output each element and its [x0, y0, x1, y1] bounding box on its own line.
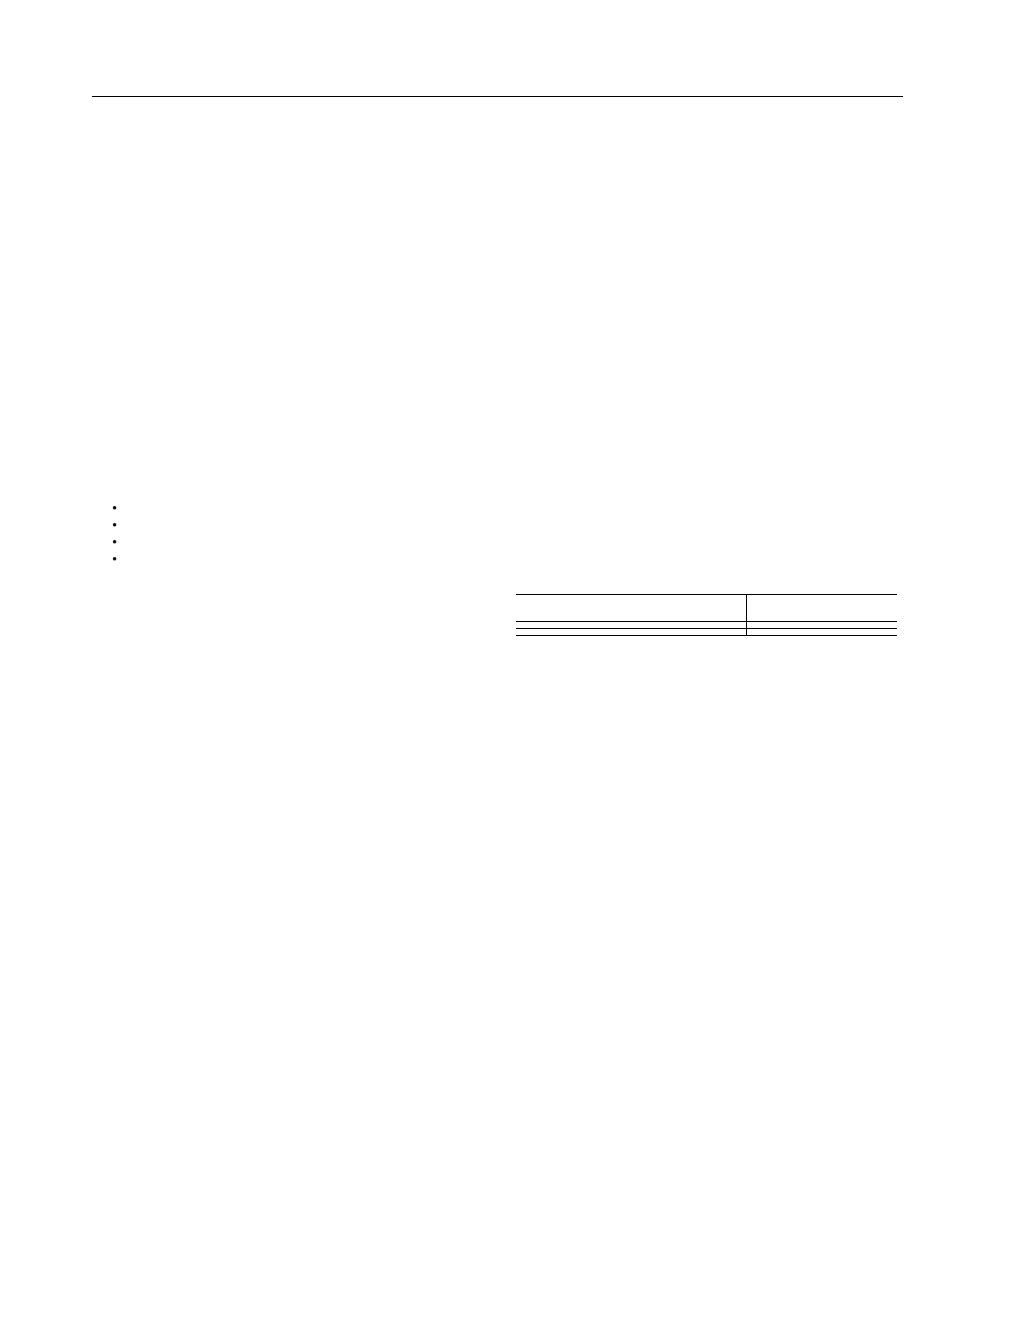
right-column [512, 778, 903, 820]
header-rule [92, 96, 903, 97]
row-fp [823, 632, 897, 636]
row-verifier [604, 632, 747, 636]
plan-paragraph [92, 589, 483, 609]
table-header-row [516, 595, 897, 622]
header-verifier [604, 595, 747, 622]
query-paragraph [512, 800, 903, 820]
header-false-negative [747, 595, 824, 622]
figure-3 [88, 106, 908, 391]
row-bench-fanoutqa [516, 628, 604, 635]
header-false-positive [823, 595, 897, 622]
left-column: • • • • [92, 482, 483, 609]
row-bench-appworld [516, 621, 604, 628]
ablation-table [516, 594, 897, 636]
header-bench [516, 595, 604, 622]
row-fn [747, 632, 824, 636]
